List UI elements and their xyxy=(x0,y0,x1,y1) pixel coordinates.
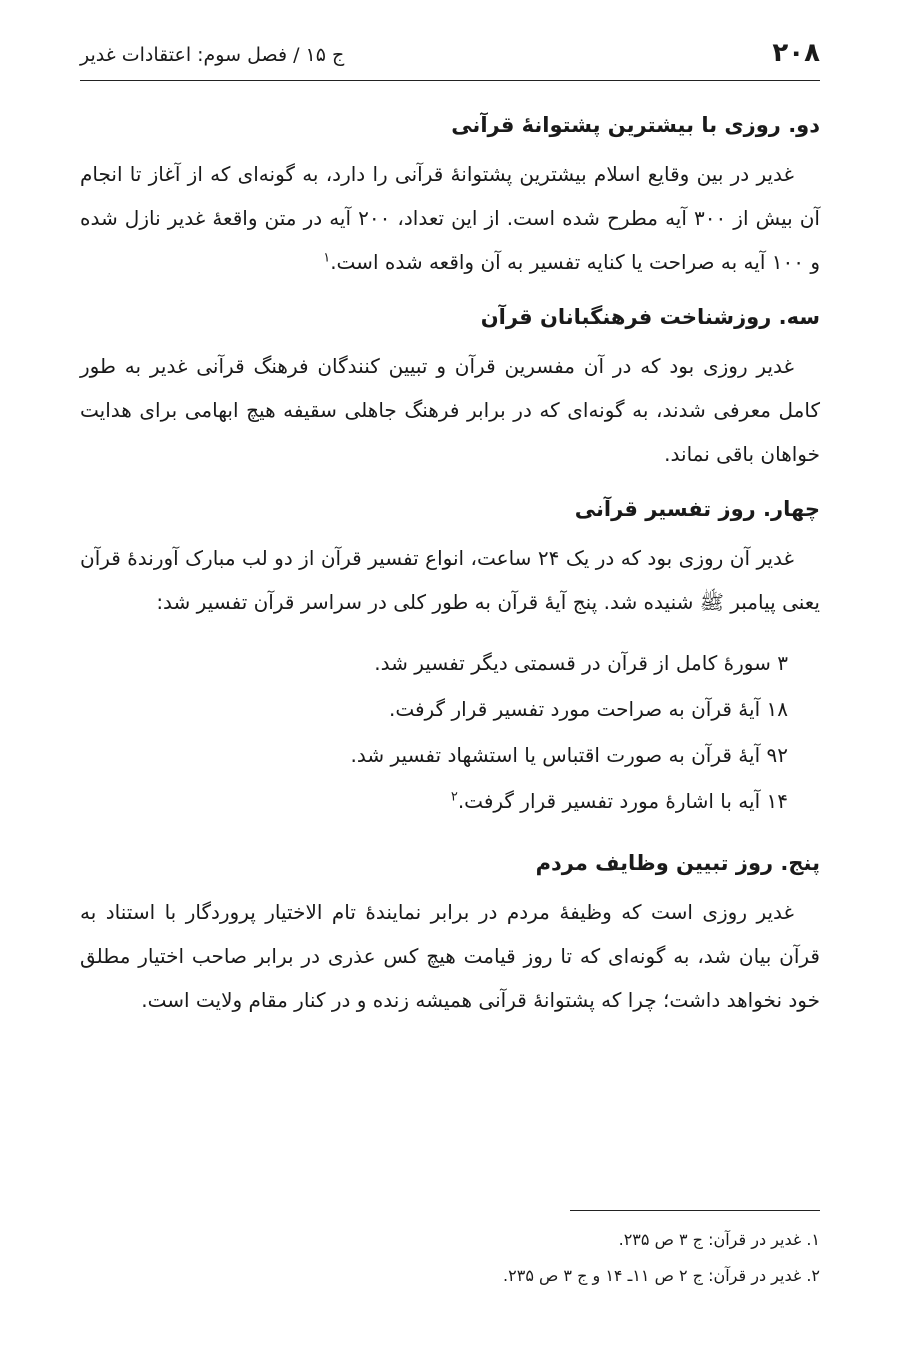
list-item xyxy=(80,778,788,824)
list-item: ۱۸ آیهٔ قرآن به صراحت مورد تفسیر قرار گرفت. xyxy=(388,697,788,721)
section-paragraph xyxy=(80,152,820,284)
section-heading: چهار. روز تفسیر قرآنی xyxy=(574,497,820,521)
footnote-divider xyxy=(570,1210,820,1211)
section-paragraph xyxy=(80,344,820,476)
section-heading: دو. روزی با بیشترین پشتوانهٔ قرآنی xyxy=(451,113,820,137)
section-paragraph xyxy=(80,890,820,1022)
footnote-marker[interactable]: ۱ xyxy=(323,250,331,266)
section-heading: سه. روزشناخت فرهنگبانان قرآن xyxy=(480,305,820,329)
footnote: ۲. غدیر در قرآن: ج ۲ ص ۱۱ـ ۱۴ و ج ۳ ص ۲۳۵. xyxy=(503,1266,820,1285)
header-divider xyxy=(80,80,820,81)
page-number: ۲۰۸ xyxy=(772,38,820,68)
running-header-title: ج ۱۵ / فصل سوم: اعتقادات غدیر xyxy=(80,44,345,66)
tafsir-list xyxy=(80,640,788,824)
paragraph-text: غدیر در بین وقایع اسلام بیشترین پشتوانهٔ قرآنی را دارد، به گونه‌ای که از آغاز تا انجام آن بیش از ۳۰۰ آیه مطرح شده است. از این تعداد، ۲۰۰ آیه در متن واقعهٔ غدیر نازل شده و ۱۰۰ آیه به صراحت یا کنایه تفسیر به آن واقعه شده است. xyxy=(80,162,820,274)
paragraph-text: غدیر آن روزی بود که در یک ۲۴ ساعت، انواع تفسیر قرآن از دو لب مبارک آورندهٔ قرآن یعنی پیامبر ﷺ شنیده شد. پنج آیهٔ قرآن به طور کلی در سراسر قرآن تفسیر شد: xyxy=(80,546,820,614)
footnote-marker[interactable]: ۲ xyxy=(450,789,458,805)
list-item: ۹۲ آیهٔ قرآن به صورت اقتباس یا استشهاد تفسیر شد. xyxy=(350,743,788,767)
running-header xyxy=(80,38,820,82)
list-item-text: ۱۴ آیه با اشارهٔ مورد تفسیر قرار گرفت. xyxy=(457,789,788,813)
paragraph-text: غدیر روزی است که وظیفهٔ مردم در برابر نمایندهٔ تام الاختیار پروردگار با استناد به قرآن بیان شد، به گونه‌ای که تا روز قیامت هیچ کس عذری در برابر صاحب اختیار مطلق خود نخواهد داشت؛ چرا که پشتوانهٔ قرآنی همیشه زنده و در کنار مقام ولایت است. xyxy=(80,900,820,1012)
footnotes xyxy=(80,1222,820,1294)
paragraph-text: غدیر روزی بود که در آن مفسرین قرآن و تبیین کنندگان فرهنگ قرآنی غدیر به طور کامل معرفی شدند، به گونه‌ای که در برابر فرهنگ جاهلی سقیفه هیچ ابهامی برای هدایت خواهان باقی نماند. xyxy=(80,354,820,466)
footnote: ۱. غدیر در قرآن: ج ۳ ص ۲۳۵. xyxy=(618,1230,820,1249)
list-item: ۳ سورهٔ کامل از قرآن در قسمتی دیگر تفسیر شد. xyxy=(374,651,788,675)
section-paragraph xyxy=(80,536,820,624)
page-body xyxy=(80,108,820,1038)
section-heading: پنج. روز تبیین وظایف مردم xyxy=(535,851,820,875)
